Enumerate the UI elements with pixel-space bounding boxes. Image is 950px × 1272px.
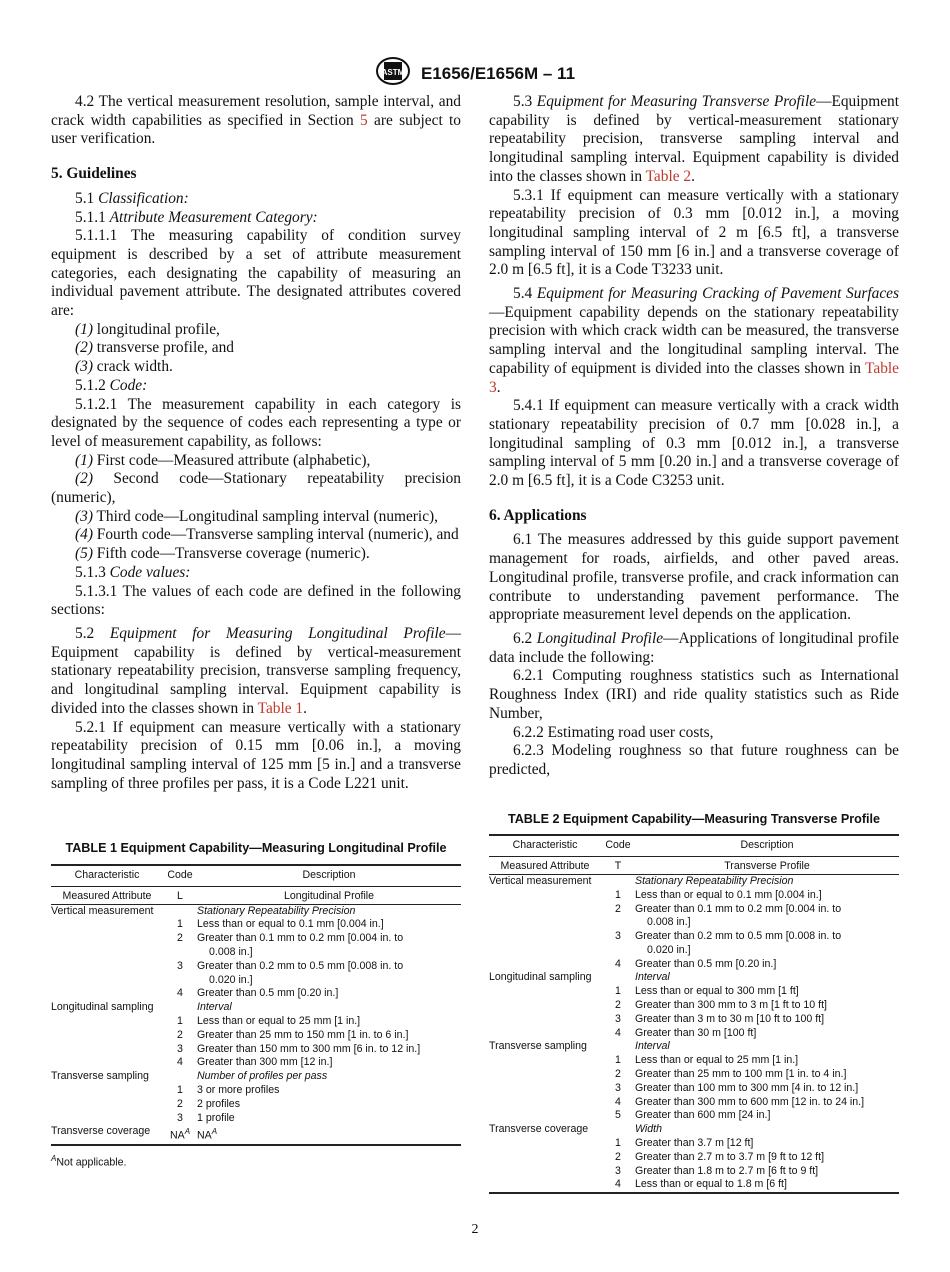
table-row: 1 Less than or equal to 300 mm [1 ft]: [615, 985, 799, 998]
paragraph-5-3: 5.3 Equipment for Measuring Transverse Profile—Equipment capability is defined by vertical-measurement stationary repeatability precision, transverse sampling interval and longitudinal sampling interval. Equipment capability is divided into the classes shown in Table 2.: [489, 93, 899, 185]
paragraph-5-4-1: 5.4.1 If equipment can measure vertically with a crack width stationary repeatability precision of 0.7 mm [0.028 in.], a longitudinal sampling of 0.3 mm [0.012 in.], a transverse sampling interval of 5 mm [0.20 in.] and a transverse coverage of 2.0 m [6.5 ft], it is a Code C3253 unit.: [489, 397, 899, 490]
list-item: (1) First code—Measured attribute (alphabetic),: [75, 451, 371, 469]
table-row: 1 Greater than 3.7 m [12 ft]: [615, 1137, 754, 1150]
paragraph-5-4: 5.4 Equipment for Measuring Cracking of Pavement Surfaces—Equipment capability depends on the stationary repeatability precision with which crack width can be measured, the transverse sampling interval and the longitudinal sampling interval. The capability of equipment is divided into the classes shown in Table 3.: [489, 285, 900, 396]
paragraph-5-3-1: 5.3.1 If equipment can measure vertically with a stationary repeatability precision of 0.3 mm [0.012 in.], a moving longitudinal sampling interval of 2 m [6.5 ft], a transverse sampling interval of 150 mm [6 in.] and a transverse coverage of 2.0 m [6.5 ft], it is a Code T3233 unit.: [489, 186, 899, 279]
table-group-row: Transverse sampling Interval: [489, 1040, 670, 1053]
table-row: 2 Greater than 25 mm to 150 mm [1 in. to 6 in.]: [177, 1028, 409, 1041]
paragraph-5-2: 5.2 Equipment for Measuring Longitudinal Profile—Equipment capability is defined by vertical-measurement stationary repeatability precision, transverse sampling frequency, and longitudinal sampling interval. Equipment capability is divided into the classes shown in Table 1.: [51, 624, 461, 717]
list-item: (3) Third code—Longitudinal sampling interval (numeric),: [75, 507, 439, 525]
paragraph-5-1-1: 5.1.1 Attribute Measurement Category:: [75, 208, 318, 226]
table-3-link[interactable]: Table 3: [489, 359, 899, 396]
paragraph-5-1-3: 5.1.3 Code values:: [75, 563, 191, 581]
table-2-grid: [489, 834, 899, 1194]
paragraph-5-1-2-1: 5.1.2.1 The measurement capability in each category is designated by the sequence of codes each representing a type or level of measurement capability, as follows:: [51, 395, 461, 450]
table-row: 1 Less than or equal to 25 mm [1 in.]: [177, 1014, 361, 1027]
table-row: 3 Greater than 0.2 mm to 0.5 mm [0.008 in. to 0.020 in.]: [177, 959, 404, 986]
table-row: 3 Greater than 100 mm to 300 mm [4 in. to 12 in.]: [615, 1081, 859, 1094]
list-item: (5) Fifth code—Transverse coverage (numeric).: [75, 545, 370, 563]
table-subheader-row: Measured Attribute L Longitudinal Profile: [51, 886, 461, 904]
list-item: (1) longitudinal profile,: [75, 320, 220, 338]
table-row: 5 Greater than 600 mm [24 in.]: [615, 1109, 771, 1122]
table-row: Transverse coverage $NA^A$ $NA^A$: [51, 1125, 461, 1144]
table-row: 4 Greater than 300 mm to 600 mm [12 in. to 24 in.]: [615, 1095, 865, 1108]
table-row: 2 Greater than 0.1 mm to 0.2 mm [0.004 in. to 0.008 in.]: [177, 932, 404, 958]
paragraph-6-2-2: 6.2.2 Estimating road user costs,: [513, 723, 714, 741]
left-column: [51, 93, 461, 1172]
table-row: 2 Greater than 0.1 mm to 0.2 mm [0.004 in. to 0.008 in.]: [615, 902, 842, 929]
paragraph-5-1: 5.1 Classification:: [75, 189, 189, 207]
table-subheader-row: Measured Attribute T Transverse Profile: [489, 857, 899, 875]
paragraph-6-1: 6.1 The measures addressed by this guide support pavement management for roads, airfields, and other paved areas. Longitudinal profile, transverse profile, and crack information can contribute to understanding pavement performance. The appropriate measurement level depends on the application.: [489, 531, 899, 624]
table-group-row: Longitudinal sampling Interval: [489, 971, 670, 984]
paragraph-6-2-3: 6.2.3 Modeling roughness so that future roughness can be predicted,: [489, 742, 899, 778]
right-column: [489, 93, 899, 1194]
table-2-link[interactable]: Table 2: [645, 167, 692, 185]
section-heading-6: 6. Applications: [489, 506, 587, 524]
table-row: 1 Less than or equal to 25 mm [1 in.]: [615, 1054, 799, 1067]
table-1-link[interactable]: Table 1: [257, 699, 304, 717]
table-row: 2 2 profiles: [177, 1097, 240, 1110]
table-row: 2 Greater than 2.7 m to 3.7 m [9 ft to 12 ft]: [615, 1150, 825, 1163]
table-1: [51, 839, 461, 1172]
table-row: 4 Greater than 0.5 mm [0.20 in.]: [615, 957, 777, 970]
paragraph-5-1-1-1: 5.1.1.1 The measuring capability of condition survey equipment is described by a set of attribute measurement categories, each designating the capability of measuring an individual pavement attribute. The designated attributes covered are:: [51, 227, 461, 320]
paragraph-5-1-2: 5.1.2 Code:: [75, 376, 148, 394]
page-number: 2: [471, 1222, 479, 1237]
paragraph-5-2-1: 5.2.1 If equipment can measure vertically with a stationary repeatability precision of 0.15 mm [0.06 in.], a moving longitudinal sampling interval of 125 mm [5 in.] and a transverse sampling of three profiles per pass, it is a Code L221 unit.: [51, 718, 461, 792]
table-row: 1 Less than or equal to 0.1 mm [0.004 in.]: [177, 918, 384, 931]
table-1-grid: [51, 864, 461, 1146]
astm-logo-icon: [375, 56, 411, 91]
paragraph-6-2-1: 6.2.1 Computing roughness statistics such as International Roughness Index (IRI) and ride quality statistics such as Ride Number,: [489, 667, 899, 722]
table-group-row: Vertical measurement Stationary Repeatability Precision: [51, 904, 356, 917]
table-2: [489, 810, 899, 1195]
table-row: 3 Greater than 3 m to 30 m [10 ft to 100 ft]: [615, 1012, 825, 1025]
table-group-row: Longitudinal sampling Interval: [51, 1001, 232, 1014]
list-item: (3) crack width.: [75, 358, 173, 376]
table-row: 2 Greater than 300 mm to 3 m [1 ft to 10 ft]: [615, 999, 827, 1012]
table-row: 3 1 profile: [177, 1111, 235, 1124]
section-5-link[interactable]: 5: [360, 111, 368, 129]
table-row: 3 Greater than 0.2 mm to 0.5 mm [0.008 in. to 0.020 in.]: [615, 930, 842, 956]
table-row: 4 Greater than 0.5 mm [0.20 in.]: [177, 987, 339, 1000]
table-row: 3 Greater than 150 mm to 300 mm [6 in. to 12 in.]: [177, 1042, 421, 1055]
paragraph-4-2: 4.2 The vertical measurement resolution, sample interval, and crack width capabilities as specified in Section 5 are subject to user verification.: [51, 93, 461, 148]
table-row: 4 Greater than 30 m [100 ft]: [615, 1026, 757, 1039]
table-group-row: Transverse sampling Number of profiles per pass: [51, 1070, 328, 1083]
table-row: 3 Greater than 1.8 m to 2.7 m [6 ft to 9 ft]: [615, 1164, 819, 1177]
svg-text:ASTM: ASTM: [381, 68, 405, 77]
table-group-row: Vertical measurement Stationary Repeatability Precision: [489, 874, 794, 887]
table-header-row: Characteristic Code Description: [489, 835, 899, 856]
table-2-title: TABLE 2 Equipment Capability—Measuring Transverse Profile: [507, 811, 881, 826]
list-item: (4) Fourth code—Transverse sampling interval (numeric), and: [75, 526, 459, 544]
table-header-row: Characteristic Code Description: [51, 865, 461, 886]
table-row: 4 Greater than 300 mm [12 in.]: [177, 1056, 333, 1069]
table-group-row: Transverse coverage Width: [489, 1123, 662, 1136]
standard-designation: E1656/E1656M – 11: [420, 63, 576, 83]
list-item: (2) Second code—Stationary repeatability precision (numeric),: [51, 470, 461, 507]
table-row: 1 Less than or equal to 0.1 mm [0.004 in.]: [615, 888, 822, 901]
table-row: 1 3 or more profiles: [177, 1083, 280, 1096]
page-header: [0, 56, 950, 91]
table-row: 4 Less than or equal to 1.8 m [6 ft]: [489, 1178, 899, 1193]
table-row: 2 Greater than 25 mm to 100 mm [1 in. to 4 in.]: [615, 1068, 847, 1081]
table-1-title: TABLE 1 Equipment Capability—Measuring Longitudinal Profile: [65, 841, 447, 856]
section-heading-5: 5. Guidelines: [51, 165, 137, 183]
paragraph-6-2: 6.2 Longitudinal Profile—Applications of longitudinal profile data include the following:: [489, 629, 899, 666]
table-1-footnote: $^A$Not applicable.: [51, 1153, 127, 1169]
list-item: (2) transverse profile, and: [75, 339, 234, 357]
paragraph-5-1-3-1: 5.1.3.1 The values of each code are defined in the following sections:: [51, 582, 461, 619]
